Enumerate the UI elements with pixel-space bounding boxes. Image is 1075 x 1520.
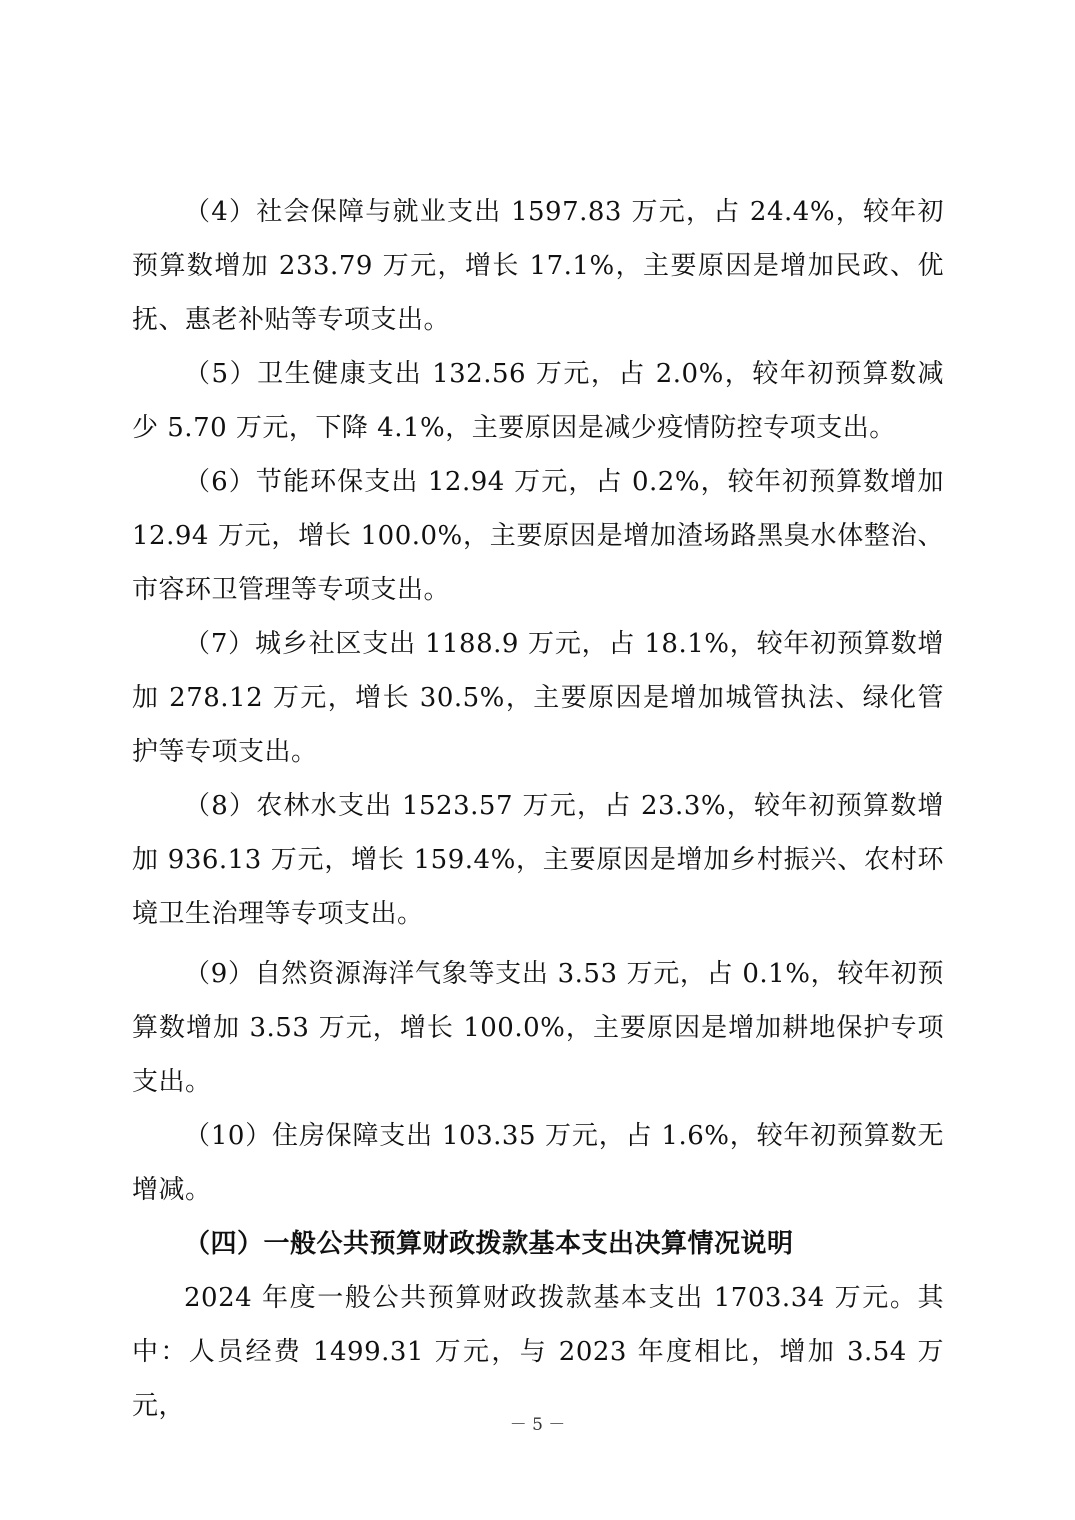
paragraph-housing: （10）住房保障支出 103.35 万元，占 1.6%，较年初预算数无增减。 (132, 1121, 944, 1205)
document-body (132, 185, 944, 1433)
paragraph-health: （5）卫生健康支出 132.56 万元，占 2.0%，较年初预算数减少 5.70 万元，下降 4.1%，主要原因是减少疫情防控专项支出。 (132, 359, 944, 443)
paragraph-social-security: （4）社会保障与就业支出 1597.83 万元，占 24.4%，较年初预算数增加 233.79 万元，增长 17.1%，主要原因是增加民政、优抚、惠老补贴等专项支出。 (132, 197, 944, 335)
section-heading: （四）一般公共预算财政拨款基本支出决算情况说明 (184, 1229, 794, 1259)
paragraph-agriculture-forestry-water: （8）农林水支出 1523.57 万元，占 23.3%，较年初预算数增加 936.13 万元，增长 159.4%，主要原因是增加乡村振兴、农村环境卫生治理等专项支出。 (132, 791, 944, 929)
page-number: － 5 － (509, 1415, 566, 1435)
paragraph-urban-rural-community: （7）城乡社区支出 1188.9 万元，占 18.1%，较年初预算数增加 278.12 万元，增长 30.5%，主要原因是增加城管执法、绿化管护等专项支出。 (132, 629, 944, 767)
paragraph-energy-environment: （6）节能环保支出 12.94 万元，占 0.2%，较年初预算数增加 12.94 万元，增长 100.0%，主要原因是增加渣场路黑臭水体整治、市容环卫管理等专项支出。 (132, 467, 944, 605)
paragraph-basic-expenditure: 2024 年度一般公共预算财政拨款基本支出 1703.34 万元。其中：人员经费 1499.31 万元，与 2023 年度相比，增加 3.54 万元， (132, 1283, 944, 1421)
paragraph-natural-resources: （9）自然资源海洋气象等支出 3.53 万元，占 0.1%，较年初预算数增加 3.53 万元，增长 100.0%，主要原因是增加耕地保护专项支出。 (132, 959, 944, 1097)
